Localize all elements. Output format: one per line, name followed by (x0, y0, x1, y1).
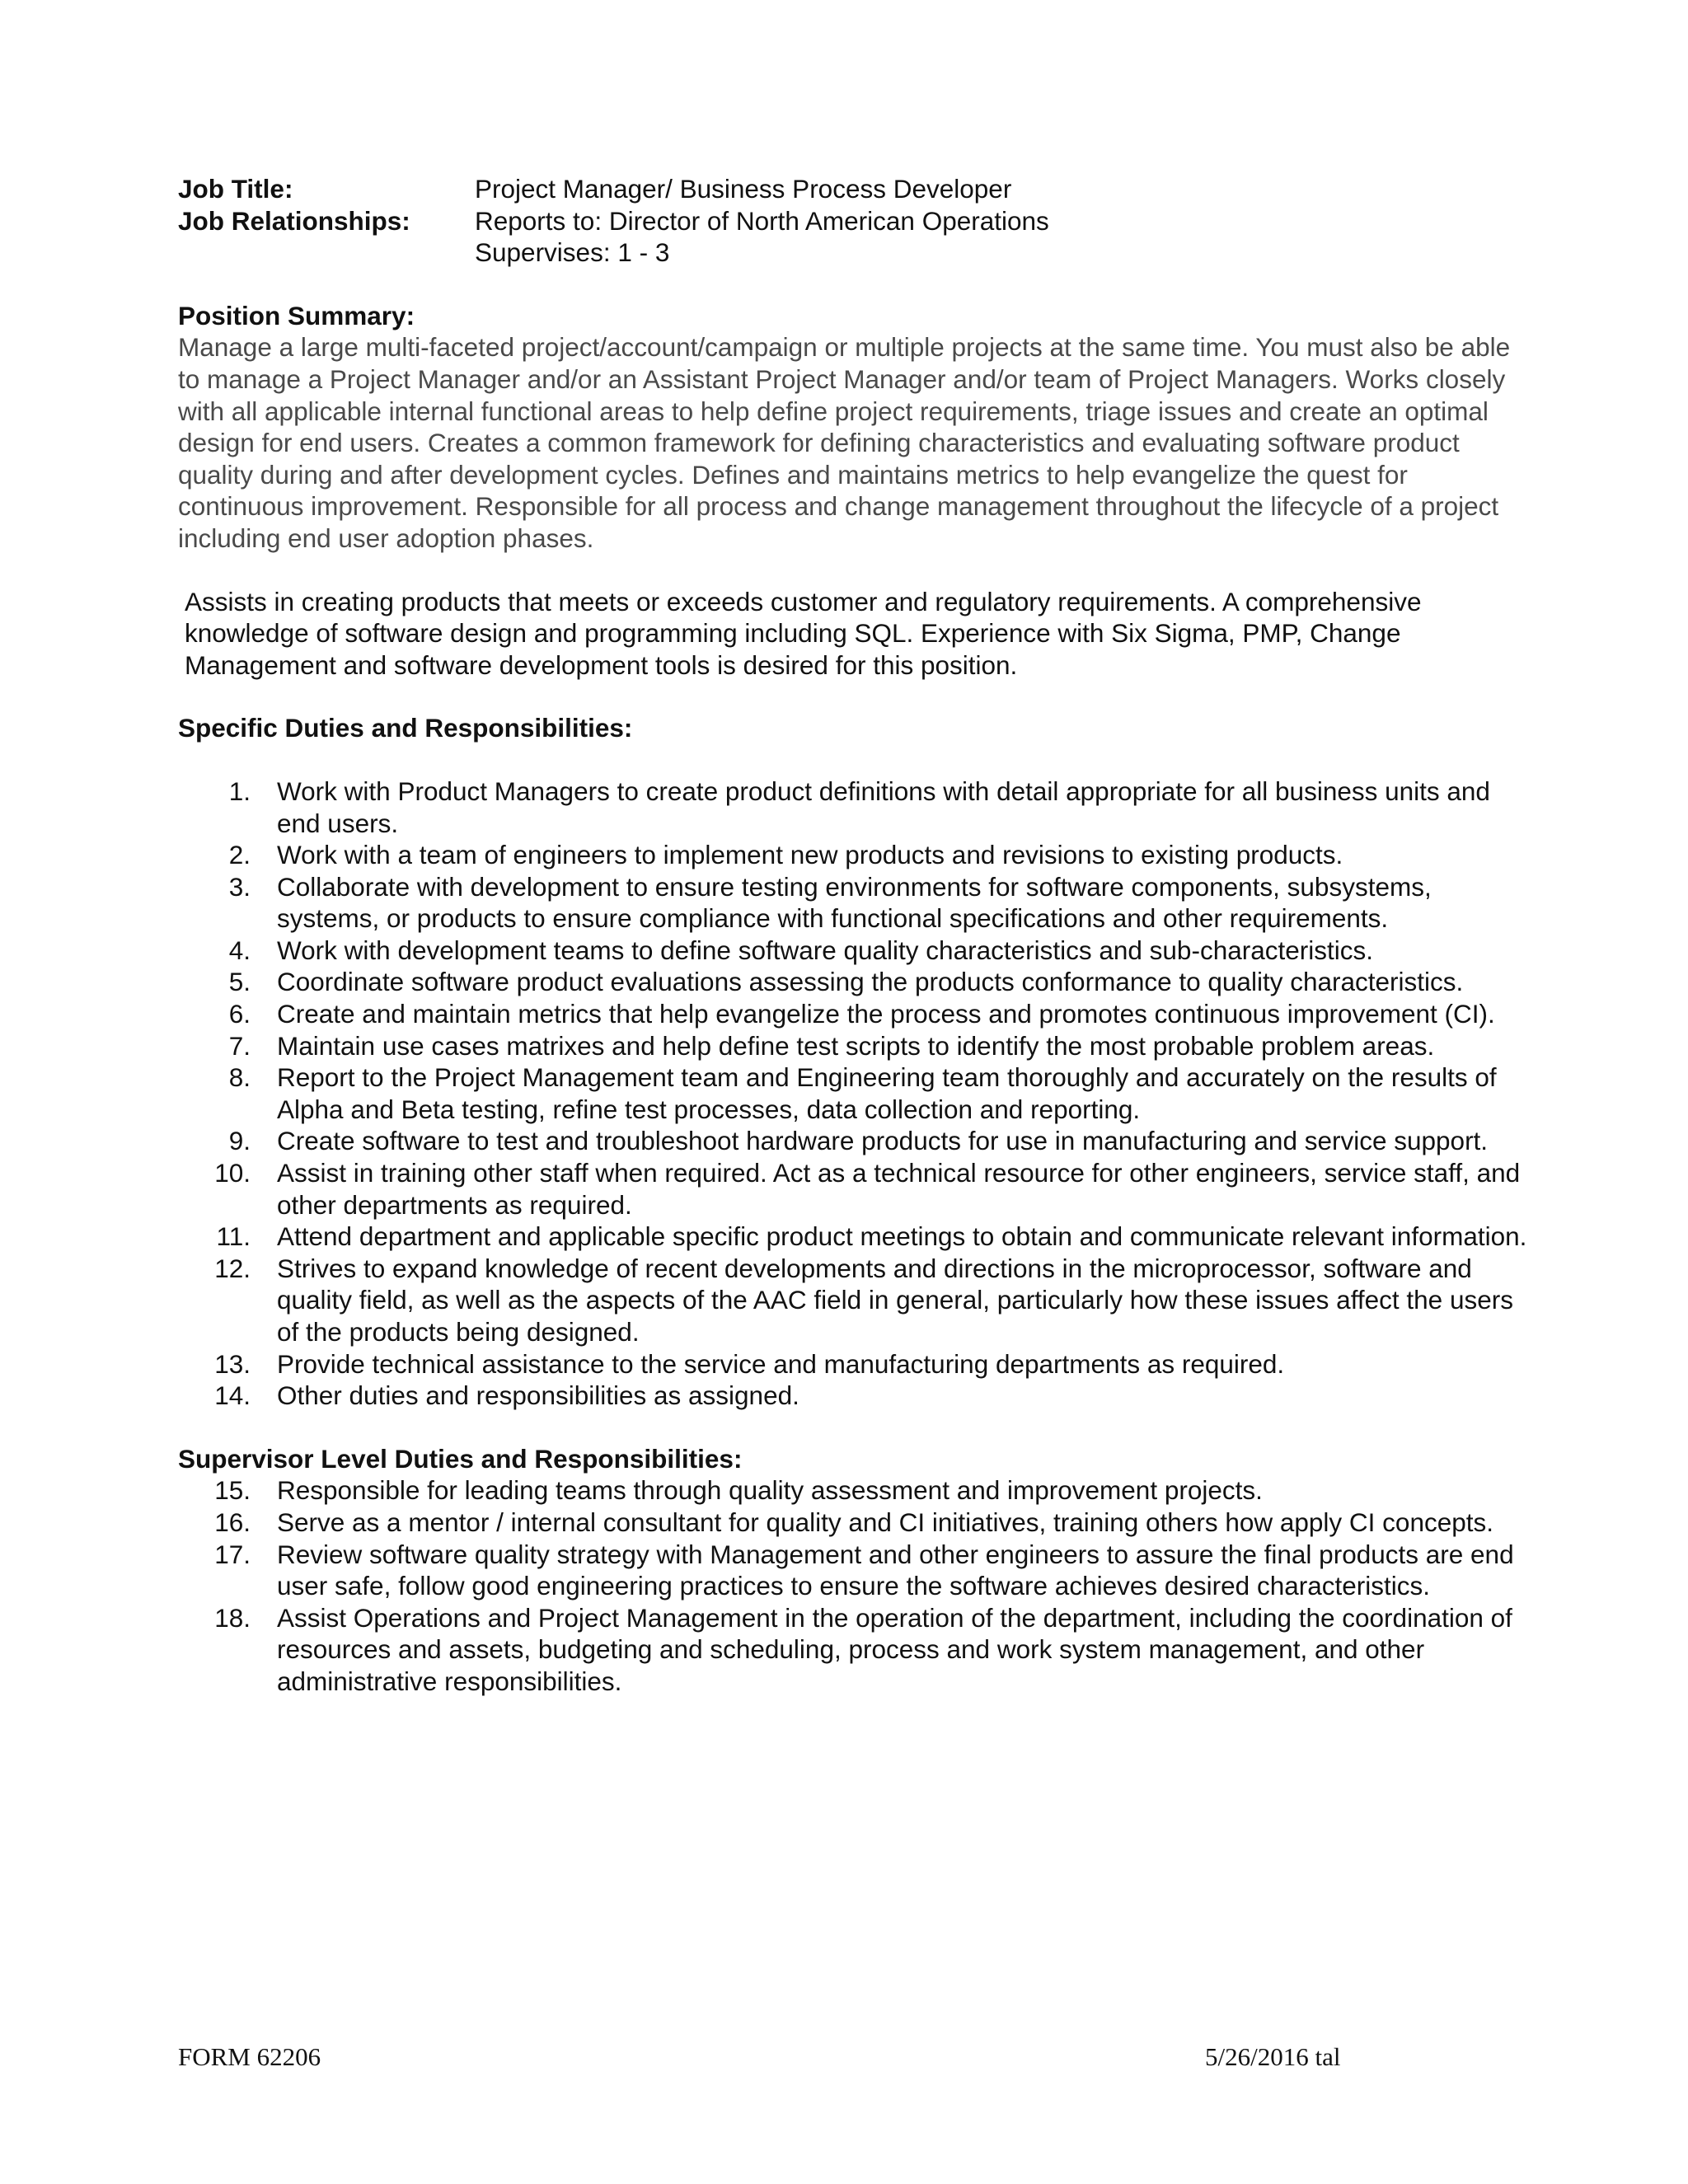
list-item-text: Review software quality strategy with Management and other engineers to assure the final products are end user safe, follow good engineering practices to ensure the software achieves desired characteristics. (277, 1539, 1514, 1601)
list-item-number: 9. (228, 1126, 251, 1156)
list-item-text: Report to the Project Management team and Engineering team thoroughly and accurately on the results of Alpha and Beta testing, refine test processes, data collection and reporting. (277, 1062, 1497, 1124)
list-item-number: 7. (228, 1030, 251, 1061)
list-item-text: Work with a team of engineers to implement new products and revisions to existing products. (277, 840, 1343, 870)
list-item (178, 1539, 1530, 1602)
list-item-text: Other duties and responsibilities as assigned. (277, 1380, 799, 1411)
list-item-number: 10. (214, 1158, 251, 1188)
list-item-text: Create and maintain metrics that help evangelize the process and promotes continuous improvement (CI). (277, 999, 1495, 1029)
list-item-number: 4. (228, 935, 251, 965)
list-item (178, 871, 1530, 935)
list-item (178, 1380, 1530, 1412)
reports-to: Reports to: Director of North American Operations (475, 205, 1049, 236)
list-item-text: Strives to expand knowledge of recent developments and directions in the microprocessor, software and quality field, as well as the aspects of the AAC field in general, particularly how these issues affect the users of the products being designed. (277, 1253, 1513, 1347)
list-item (178, 1157, 1530, 1221)
document-body (178, 173, 1530, 1698)
list-item (178, 1474, 1530, 1507)
list-item-number: 16. (214, 1507, 251, 1537)
list-item (178, 1062, 1530, 1125)
list-item-number: 12. (214, 1253, 251, 1283)
supervisor-duties-heading: Supervisor Level Duties and Responsibilities: (178, 1443, 743, 1474)
list-item-number: 8. (228, 1062, 251, 1093)
list-item-number: 1. (228, 776, 251, 806)
job-title-label: Job Title: (178, 174, 293, 204)
job-title-value: Project Manager/ Business Process Developer (475, 174, 1012, 204)
list-item-text: Assist in training other staff when required. Act as a technical resource for other engineers, service staff, and other departments as required. (277, 1158, 1521, 1220)
list-item-text: Provide technical assistance to the service and manufacturing departments as required. (277, 1348, 1285, 1379)
list-item-text: Attend department and applicable specific product meetings to obtain and communicate relevant information. (277, 1221, 1527, 1252)
list-item (178, 1507, 1530, 1539)
list-item-text: Coordinate software product evaluations assessing the products conformance to quality characteristics. (277, 967, 1464, 997)
job-relationships-label: Job Relationships: (178, 205, 410, 236)
list-item (178, 776, 1530, 839)
job-header (178, 173, 1530, 269)
list-item (178, 839, 1530, 871)
list-item (178, 1221, 1530, 1253)
list-item-number: 6. (228, 999, 251, 1029)
list-item (178, 1348, 1530, 1380)
list-item-text: Assist Operations and Project Management in the operation of the department, including the coordination of resources and assets, budgeting and scheduling, process and work system management, and other administrative responsibilities. (277, 1602, 1512, 1696)
list-item-text: Work with Product Managers to create product definitions with detail appropriate for all business units and end users. (277, 776, 1490, 838)
list-item-number: 14. (214, 1380, 251, 1411)
list-item (178, 998, 1530, 1030)
list-item-number: 18. (214, 1602, 251, 1633)
position-summary-paragraph: Manage a large multi-faceted project/account/campaign or multiple projects at the same time. You must also be able to manage a Project Manager and/or an Assistant Project Manager and/or team of Project Managers. Works closely with all applicable internal functional areas to help define project requirements, triage issues and create an optimal design for end users. Creates a common framework for defining characteristics and evaluating software product quality during and after development cycles. Defines and maintains metrics to help evangelize the quest for continuous improvement. Responsible for all process and change management throughout the lifecycle of a project including end user adoption phases. (178, 332, 1511, 553)
list-item-text: Serve as a mentor / internal consultant for quality and CI initiatives, training others how apply CI concepts. (277, 1507, 1494, 1537)
list-item-text: Collaborate with development to ensure testing environments for software components, subsystems, systems, or products to ensure compliance with functional specifications and other requirements. (277, 871, 1432, 934)
list-item-number: 17. (214, 1539, 251, 1569)
list-item-text: Responsible for leading teams through quality assessment and improvement projects. (277, 1475, 1263, 1506)
supervisor-duties-list (178, 1474, 1530, 1697)
list-item-number: 3. (228, 871, 251, 902)
list-item (178, 1030, 1530, 1062)
supervises: Supervises: 1 - 3 (475, 237, 670, 268)
list-item-text: Create software to test and troubleshoot hardware products for use in manufacturing and service support. (277, 1126, 1489, 1156)
list-item-number: 11. (216, 1221, 251, 1252)
list-item-number: 15. (214, 1475, 251, 1506)
specific-duties-list (178, 776, 1530, 1412)
requirements-paragraph: Assists in creating products that meets or exceeds customer and regulatory requirements. A comprehensive knowledge of software design and programming including SQL. Experience with Six Sigma, PMP, Change Management and software development tools is desired for this position. (185, 586, 1422, 680)
list-item (178, 935, 1530, 967)
position-summary-heading: Position Summary: (178, 300, 415, 330)
header-spacer (178, 237, 475, 269)
date-initials: 5/26/2016 tal (1205, 2042, 1341, 2071)
list-item-number: 13. (214, 1348, 251, 1379)
specific-duties-heading: Specific Duties and Responsibilities: (178, 713, 633, 743)
list-item-text: Work with development teams to define software quality characteristics and sub-characteristics. (277, 935, 1373, 965)
list-item (178, 1602, 1530, 1698)
form-number: FORM 62206 (178, 2042, 321, 2071)
list-item (178, 966, 1530, 998)
list-item-number: 5. (228, 967, 251, 997)
list-item-text: Maintain use cases matrixes and help define test scripts to identify the most probable problem areas. (277, 1030, 1435, 1061)
list-item (178, 1125, 1530, 1157)
list-item-number: 2. (228, 840, 251, 870)
list-item (178, 1253, 1530, 1348)
